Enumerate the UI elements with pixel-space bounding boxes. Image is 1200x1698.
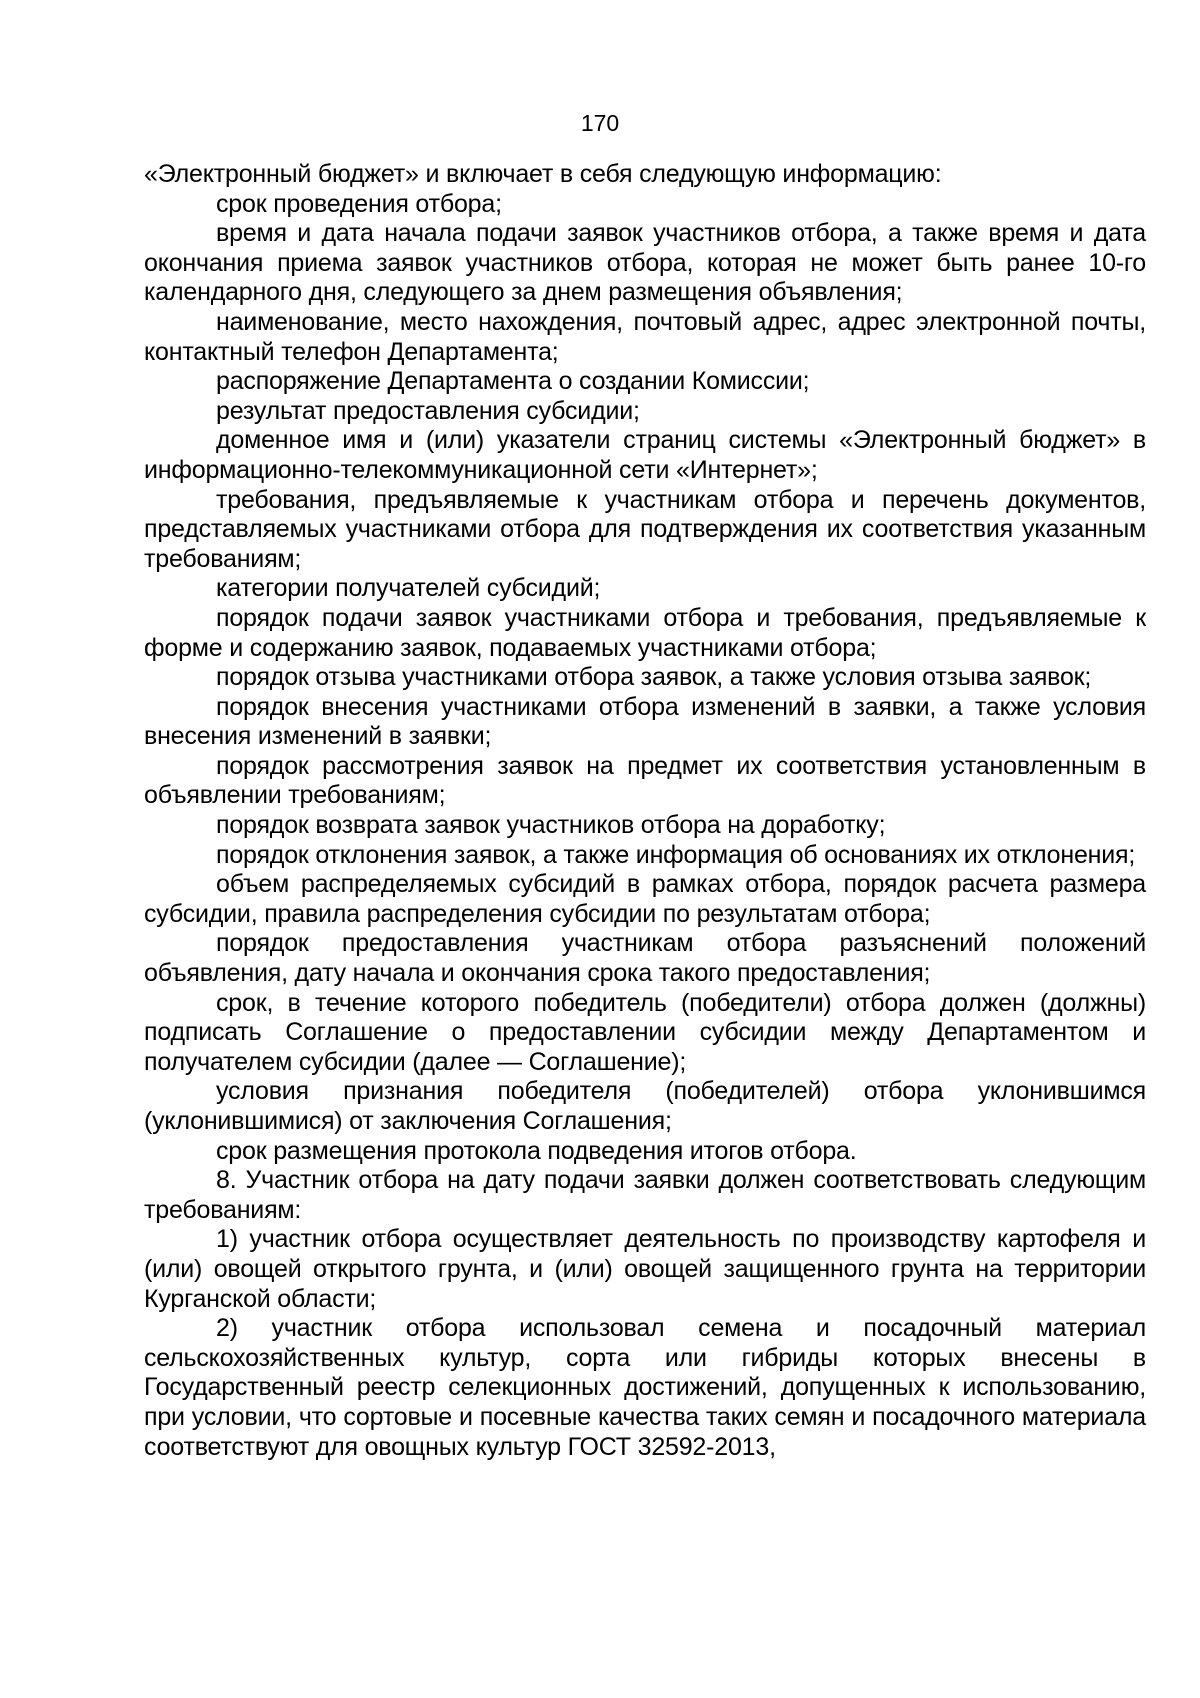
paragraph: 2) участник отбора использовал семена и посадочный материал сельскохозяйственных культур, сорта или гибриды которых внесены в Государственный реестр селекционных достижений, допущенных к использованию, при условии, что сортовые и посевные качества таких семян и посадочного материала соответствуют для овощных культур ГОСТ 32592-2013, [144,1314,1146,1461]
paragraph: объем распределяемых субсидий в рамках отбора, порядок расчета размера субсидии, правила распределения субсидии по результатам отбора; [144,870,1146,928]
paragraph: порядок возврата заявок участников отбора на доработку; [216,811,886,840]
paragraph: требования, предъявляемые к участникам отбора и перечень документов, представляемых участниками отбора для подтверждения их соответствия указанным требованиям; [144,485,1146,573]
paragraph: порядок отзыва участниками отбора заявок, а также условия отзыва заявок; [216,663,1092,692]
paragraph: 1) участник отбора осуществляет деятельность по производству картофеля и (или) овощей открытого грунта, и (или) овощей защищенного грунта на территории Курганской области; [144,1225,1146,1313]
paragraph: время и дата начала подачи заявок участников отбора, а также время и дата окончания приема заявок участников отбора, которая не может быть ранее 10-го календарного дня, следующего за днем размещения объявления; [144,219,1146,307]
paragraph: доменное имя и (или) указатели страниц системы «Электронный бюджет» в информационно-телекоммуникационной сети «Интернет»; [144,426,1146,484]
paragraph: порядок внесения участниками отбора изменений в заявки, а также условия внесения изменений в заявки; [144,692,1146,751]
paragraph: срок проведения отбора; [216,189,502,218]
paragraph: порядок подачи заявок участниками отбора и требования, предъявляемые к форме и содержанию заявок, подаваемых участниками отбора; [144,603,1146,662]
paragraph: результат предоставления субсидии; [216,396,640,425]
document-body [144,160,1146,1462]
paragraph: «Электронный бюджет» и включает в себя следующую информацию: [144,160,942,188]
paragraph: условия признания победителя (победителей) отбора уклонившимся (уклонившимися) от заключения Соглашения; [144,1077,1146,1135]
paragraph: 8. Участник отбора на дату подачи заявки должен соответствовать следующим требованиям: [144,1166,1146,1224]
page-number: 170 [580,110,620,136]
paragraph: распоряжение Департамента о создании Комиссии; [216,367,810,396]
paragraph: наименование, место нахождения, почтовый адрес, адрес электронной почты, контактный телефон Департамента; [144,307,1146,366]
paragraph: срок размещения протокола подведения итогов отбора. [216,1136,857,1165]
paragraph: срок, в течение которого победитель (победители) отбора должен (должны) подписать Соглашение о предоставлении субсидии между Департаментом и получателем субсидии (далее — Соглашение); [144,988,1146,1076]
paragraph: порядок предоставления участникам отбора разъяснений положений объявления, дату начала и окончания срока такого предоставления; [144,929,1146,988]
paragraph: порядок рассмотрения заявок на предмет их соответствия установленным в объявлении требованиям; [144,751,1146,810]
paragraph: порядок отклонения заявок, а также информация об основаниях их отклонения; [216,840,1136,869]
paragraph: категории получателей субсидий; [216,574,601,603]
